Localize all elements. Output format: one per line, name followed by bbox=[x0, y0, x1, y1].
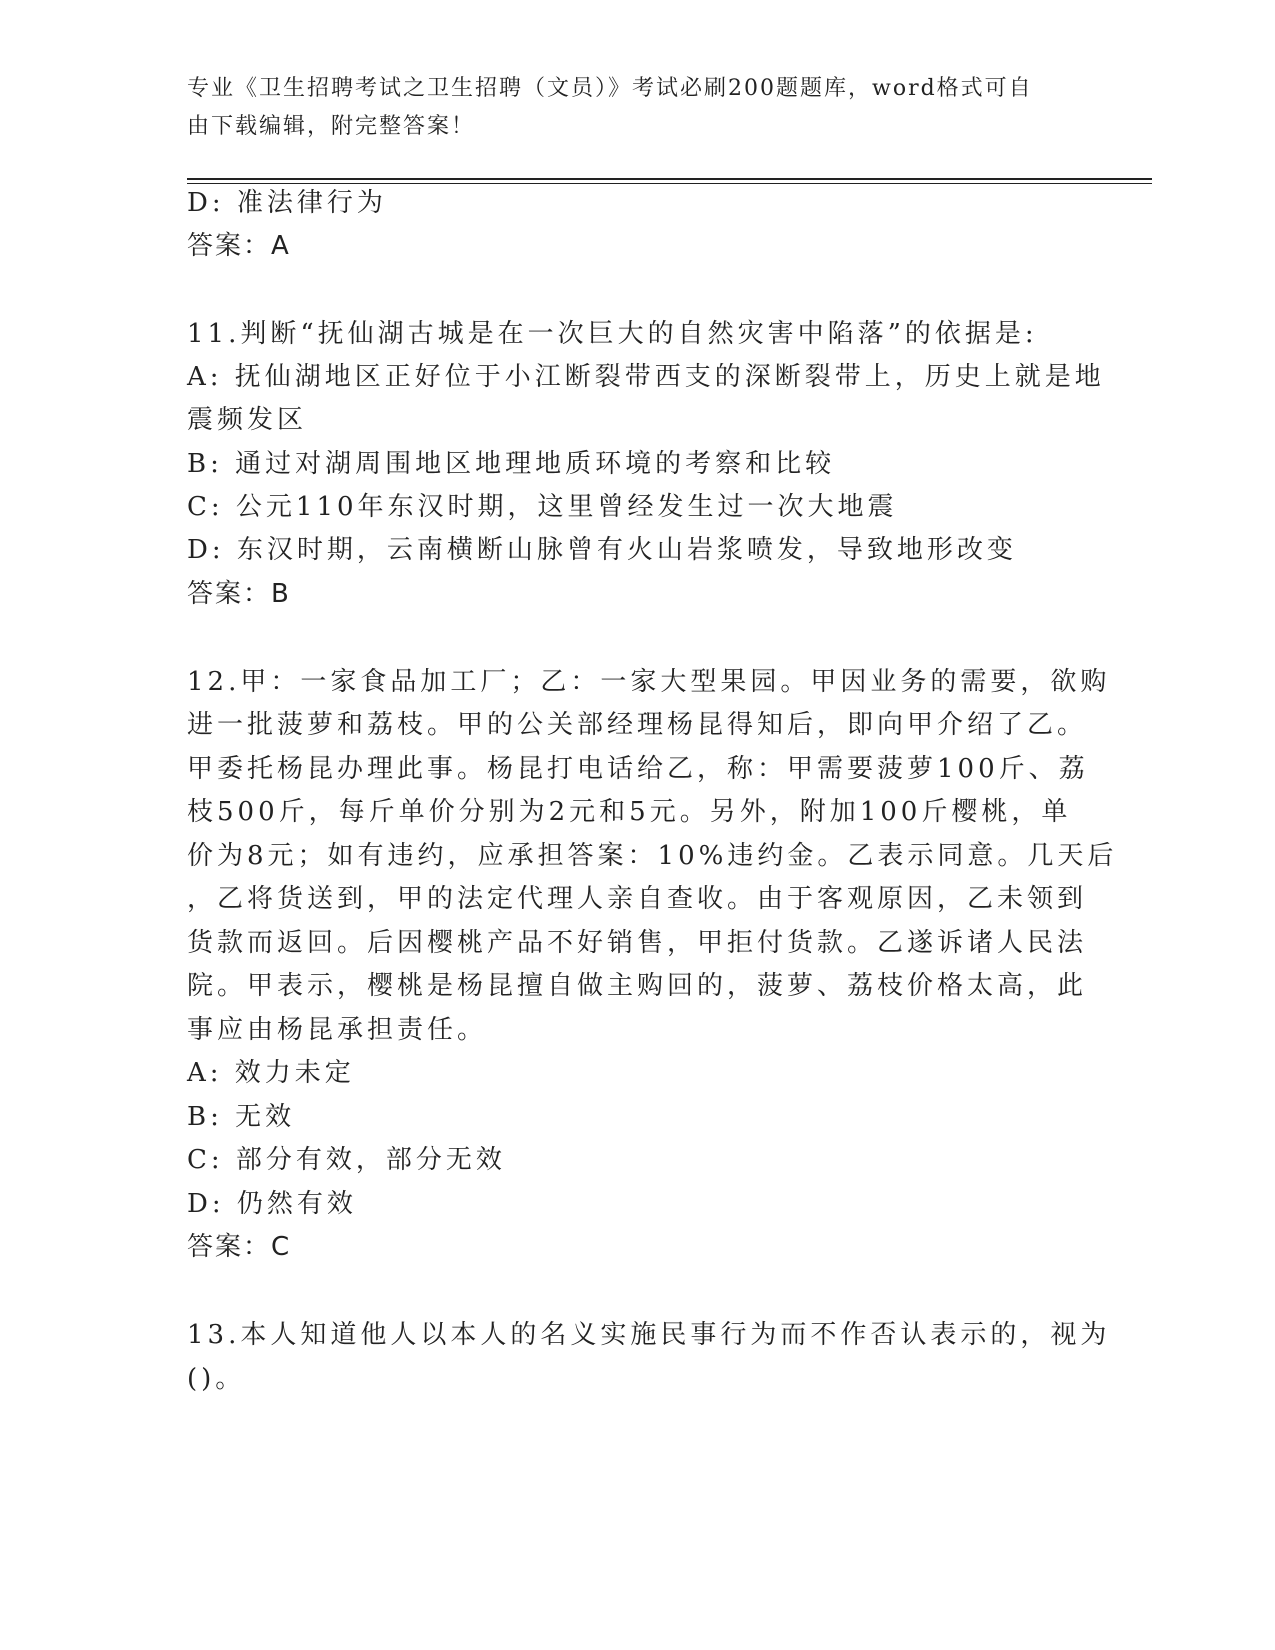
q11-option-c: C: 公元110年东汉时期，这里曾经发生过一次大地震 bbox=[187, 492, 898, 522]
q13-question-line-1: 13.本人知道他人以本人的名义实施民事行为而不作否认表示的，视为 bbox=[187, 1320, 1111, 1350]
q12-option-b: B: 无效 bbox=[187, 1102, 296, 1132]
q10-option-d: D: 准法律行为 bbox=[187, 188, 387, 218]
q11-option-b: B: 通过对湖周围地区地理地质环境的考察和比较 bbox=[187, 449, 836, 479]
q12-answer: 答案：C bbox=[187, 1232, 292, 1262]
q12-question-line-9: 事应由杨昆承担责任。 bbox=[187, 1015, 488, 1045]
q12-question-line-7: 货款而返回。后因樱桃产品不好销售，甲拒付货款。乙遂诉诸人民法 bbox=[187, 928, 1088, 958]
q10-answer: 答案：A bbox=[187, 231, 291, 261]
q11-answer: 答案：B bbox=[187, 579, 291, 609]
q13-question-line-2: ()。 bbox=[187, 1364, 246, 1394]
header-line-2: 由下载编辑，附完整答案！ bbox=[187, 114, 476, 139]
q11-option-a-line-2: 震频发区 bbox=[187, 405, 308, 435]
q11-option-a-line-1: A: 抚仙湖地区正好位于小江断裂带西支的深断裂带上，历史上就是地 bbox=[187, 362, 1105, 392]
q12-question-line-1: 12.甲：一家食品加工厂；乙：一家大型果园。甲因业务的需要，欲购 bbox=[187, 667, 1111, 697]
q12-question-line-3: 甲委托杨昆办理此事。杨昆打电话给乙，称：甲需要菠萝100斤、荔 bbox=[187, 754, 1089, 784]
q12-option-c: C: 部分有效，部分无效 bbox=[187, 1145, 506, 1175]
q12-option-d: D: 仍然有效 bbox=[187, 1189, 357, 1219]
header-line-1: 专业《卫生招聘考试之卫生招聘（文员）》考试必刷200题题库，word格式可自 bbox=[187, 76, 1033, 101]
q12-option-a: A: 效力未定 bbox=[187, 1058, 355, 1088]
q12-question-line-5: 价为8元；如有违约，应承担答案：10%违约金。乙表示同意。几天后 bbox=[187, 841, 1118, 871]
page-header bbox=[187, 70, 1067, 146]
q12-question-line-2: 进一批菠萝和荔枝。甲的公关部经理杨昆得知后，即向甲介绍了乙。 bbox=[187, 710, 1088, 740]
q12-question-line-8: 院。甲表示，樱桃是杨昆擅自做主购回的，菠萝、荔枝价格太高，此 bbox=[187, 971, 1088, 1001]
q11-option-d: D: 东汉时期，云南横断山脉曾有火山岩浆喷发，导致地形改变 bbox=[187, 535, 1017, 565]
q12-question-line-4: 枝500斤，每斤单价分别为2元和5元。另外，附加100斤樱桃，单 bbox=[187, 797, 1072, 827]
q12-question-line-6: ，乙将货送到，甲的法定代理人亲自查收。由于客观原因，乙未领到 bbox=[187, 884, 1088, 914]
q11-question: 11.判断“抚仙湖古城是在一次巨大的自然灾害中陷落”的依据是: bbox=[187, 319, 1038, 349]
